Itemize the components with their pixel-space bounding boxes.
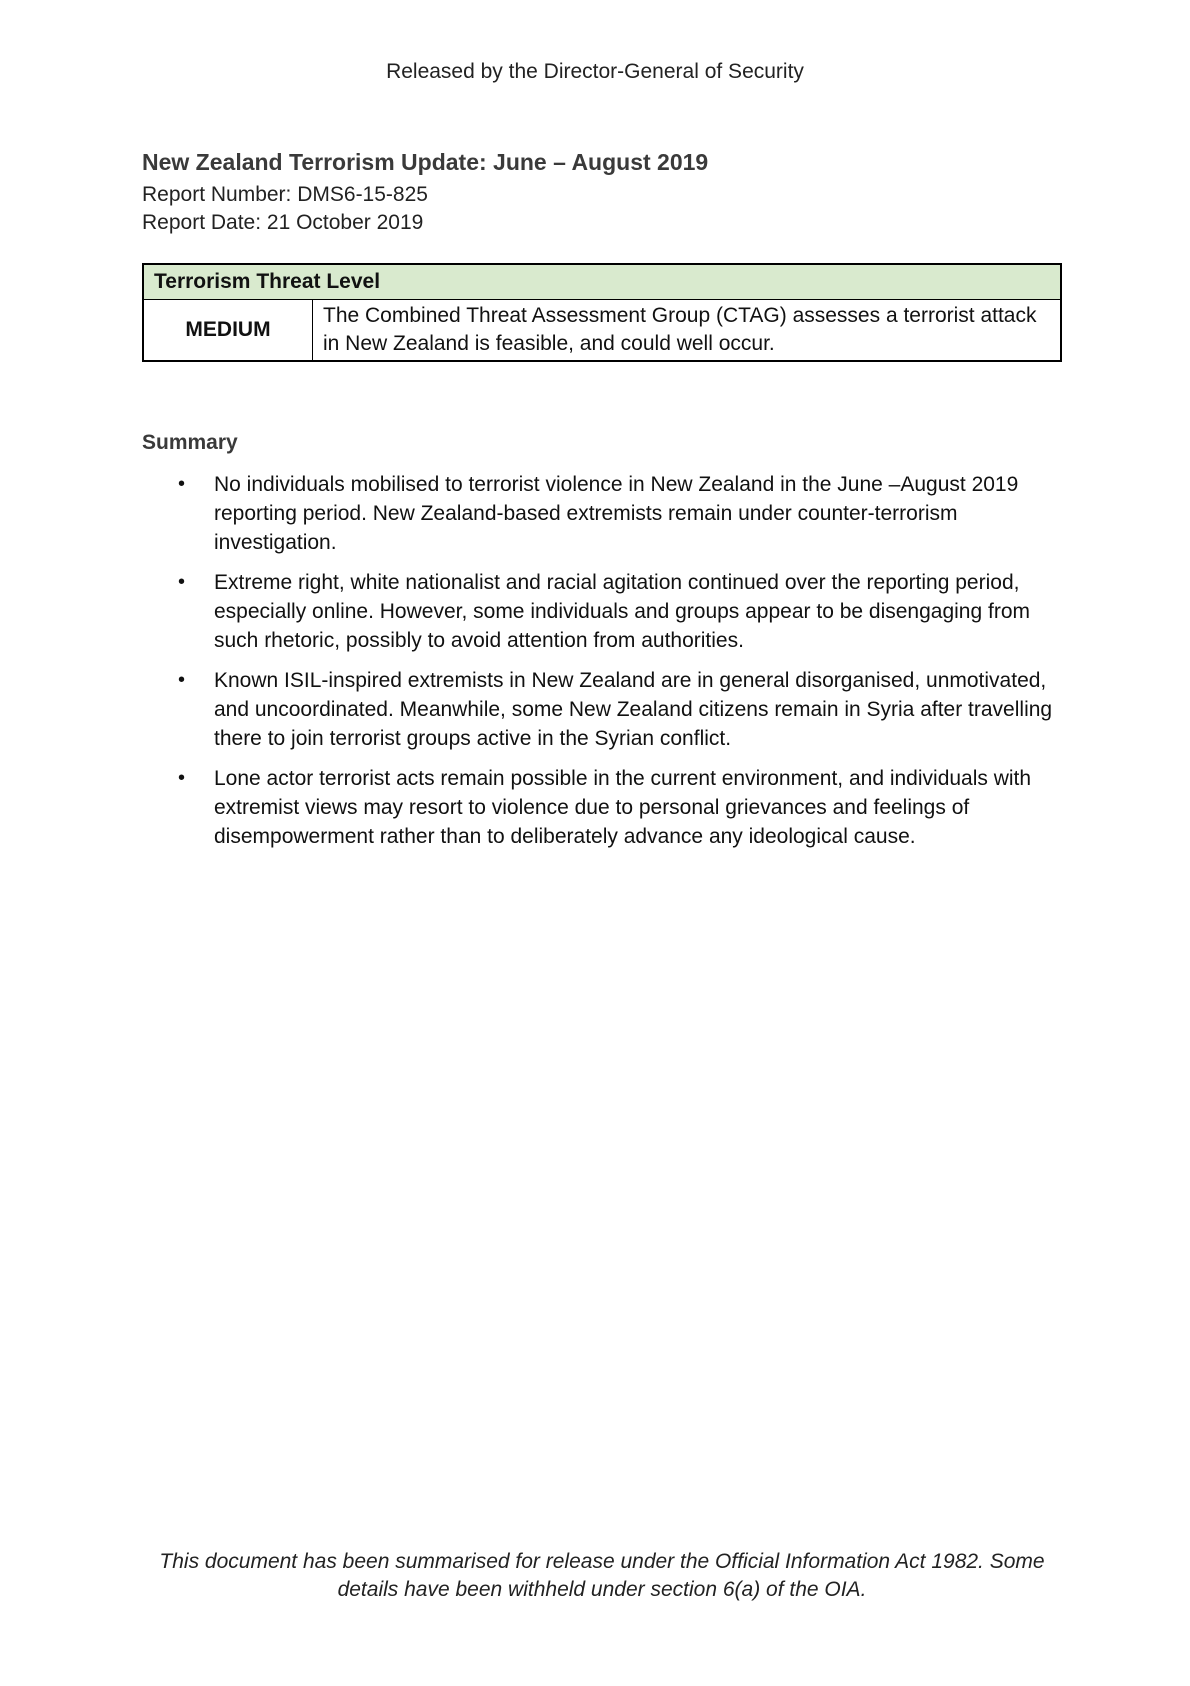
threat-level-value: MEDIUM [143,300,313,362]
bullet-icon: • [178,473,186,495]
summary-item-text: Lone actor terrorist acts remain possible in the current environment, and individuals with extremist views may resort to violence due to personal grievances and feelings of disempowerment rather than to deliberately advance any ideological cause. [214,767,1032,848]
threat-level-table [142,263,1062,362]
threat-table-header-row [143,264,1061,300]
summary-item-text: Known ISIL-inspired extremists in New Zealand are in general disorganised, unmotivated, and uncoordinated. Meanwhile, some New Zealand citizens remain in Syria after travelling there to join terrorist groups active in the Syrian conflict. [214,669,1053,750]
document-title: New Zealand Terrorism Update: June – August 2019 [142,149,709,175]
summary-item-text: Extreme right, white nationalist and racial agitation continued over the reporting period, especially online. However, some individuals and groups appear to be disengaging from such rhetoric, possibly to avoid attention from authorities. [214,571,1030,652]
report-number: Report Number: DMS6-15-825 [142,183,428,206]
threat-table-body-row [143,300,1061,362]
list-item [142,470,1062,557]
list-item [142,666,1062,753]
footer-note: This document has been summarised for release under the Official Information Act 1982. Some details have been withheld under section 6(a) of the OIA. [159,1550,1045,1601]
bullet-icon: • [178,669,186,691]
threat-table-header: Terrorism Threat Level [143,264,1061,300]
bullet-icon: • [178,767,186,789]
threat-level-description: The Combined Threat Assessment Group (CTAG) assesses a terrorist attack in New Zealand is feasible, and could well occur. [313,300,1062,362]
bullet-icon: • [178,571,186,593]
summary-list [142,470,1062,862]
release-header: Released by the Director-General of Security [386,60,804,83]
list-item [142,764,1062,851]
report-date: Report Date: 21 October 2019 [142,211,424,234]
summary-heading: Summary [142,431,238,454]
list-item [142,568,1062,655]
summary-item-text: No individuals mobilised to terrorist violence in New Zealand in the June –August 2019 reporting period. New Zealand-based extremists remain under counter-terrorism investigation. [214,473,1019,554]
title-block [142,147,1062,237]
